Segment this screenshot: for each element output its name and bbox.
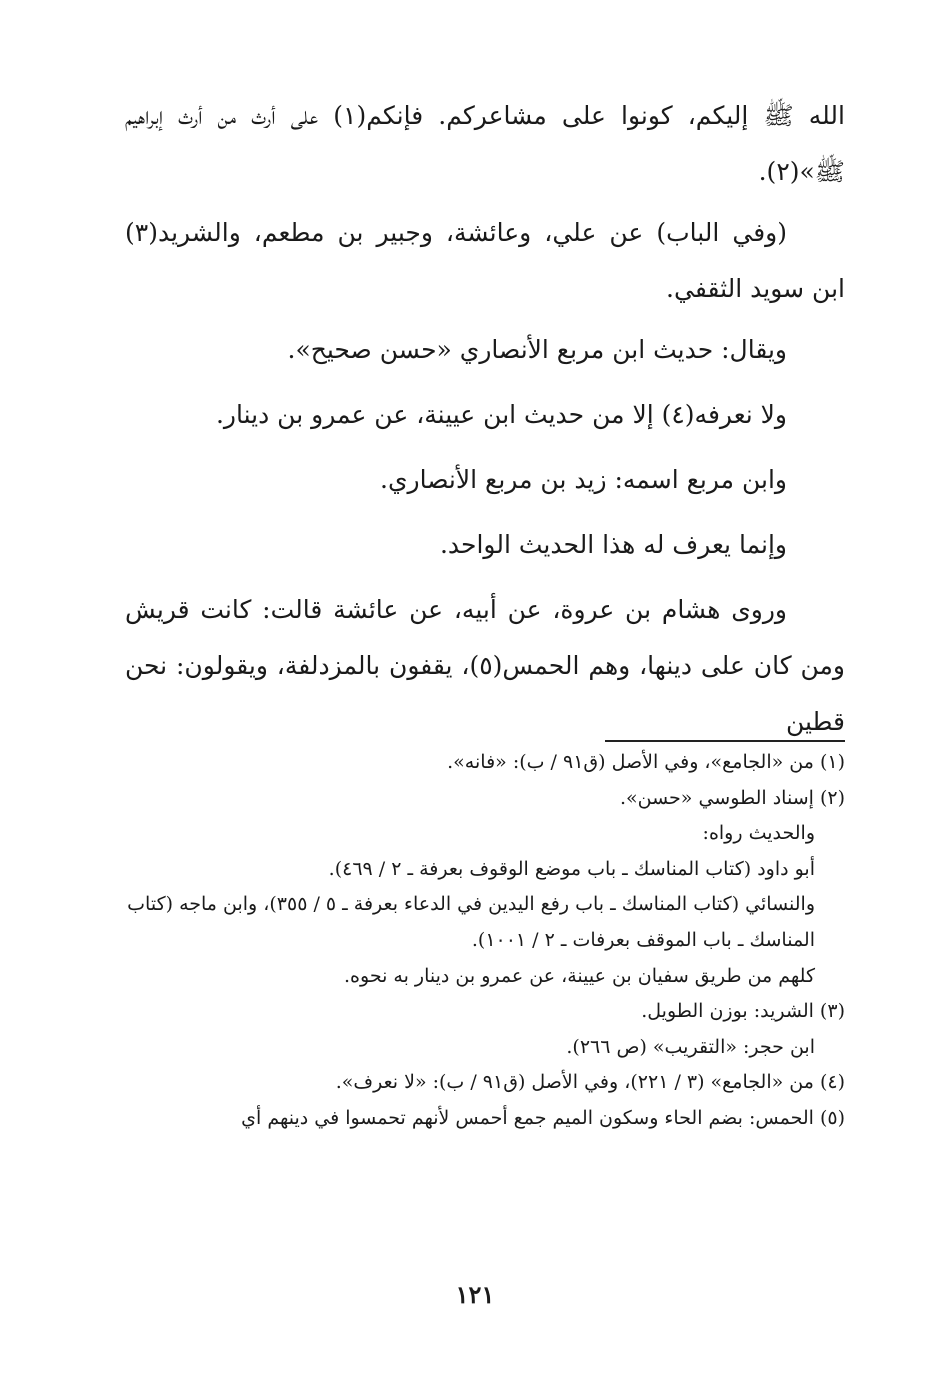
paragraph-2-text: (وفي الباب) عن علي، وعائشة، وجبير بن مطعم، والشريد(٣) ابن سويد الثقفي.	[125, 218, 845, 303]
paragraph-3-text: ويقال: حديث ابن مربع الأنصاري «حسن صحيح».	[287, 335, 787, 364]
footnote-3-line-1: ابن حجر: «التقريب» (ص ٢٦٦).	[566, 1035, 815, 1058]
footnote-separator	[605, 740, 845, 742]
footnote-2-line-4: كلهم من طريق سفيان بن عيينة، عن عمرو بن دينار به نحوه.	[344, 964, 815, 987]
footnotes	[115, 745, 845, 1137]
footnote-2-line-3: والنسائي (كتاب المناسك ـ باب رفع اليدين في الدعاء بعرفة ـ ٥ / ٣٥٥)، وابن ماجه (كتاب المناسك ـ باب الموقف بعرفات ـ ٢ / ١٠٠١).	[127, 893, 815, 951]
paragraph-7-text: وروى هشام بن عروة، عن أبيه، عن عائشة قالت: كانت قريش ومن كان على دينها، وهم الحمس(٥)، يقفون بالمزدلفة، ويقولون: نحن قطين	[125, 595, 846, 736]
page-number: ١٢١	[455, 1280, 495, 1309]
footnote-2-line-1: والحديث رواه:	[702, 822, 815, 845]
paragraph-3	[125, 322, 845, 378]
paragraph-4-text: ولا نعرفه(٤) إلا من حديث ابن عيينة، عن عمرو بن دينار.	[215, 400, 787, 429]
footnote-3: (٣) الشريد: بوزن الطويل.	[641, 1000, 845, 1023]
paragraph-4	[125, 387, 845, 443]
footnote-2-line-2: أبو داود (كتاب المناسك ـ باب موضع الوقوف بعرفة ـ ٢ / ٤٦٩).	[328, 857, 815, 880]
paragraph-2	[125, 205, 845, 317]
footnote-5: (٥) الحمس: بضم الحاء وسكون الميم جمع أحمس لأنهم تحمسوا في دينهم أي	[241, 1106, 845, 1129]
footnote-4: (٤) من «الجامع» (٣ / ٢٢١)، وفي الأصل (ق٩١ / ب): «لا نعرف».	[335, 1071, 845, 1094]
paragraph-1-text: الله ﷺ إليكم، كونوا على مشاعركم. فإنكم(١) على أرث من أرث إبراهيم ﷺ»(٢).	[125, 101, 845, 186]
footnote-1: (١) من «الجامع»، وفي الأصل (ق٩١ / ب): «فانه».	[447, 751, 845, 773]
paragraph-6	[125, 517, 845, 573]
footnote-2: (٢) إسناد الطوسي «حسن».	[619, 786, 845, 809]
paragraph-7	[125, 582, 845, 750]
paragraph-5	[125, 452, 845, 508]
paragraph-1	[125, 88, 845, 200]
paragraph-5-text: وابن مربع اسمه: زيد بن مربع الأنصاري.	[380, 465, 787, 494]
paragraph-6-text: وإنما يعرف له هذا الحديث الواحد.	[439, 530, 787, 559]
